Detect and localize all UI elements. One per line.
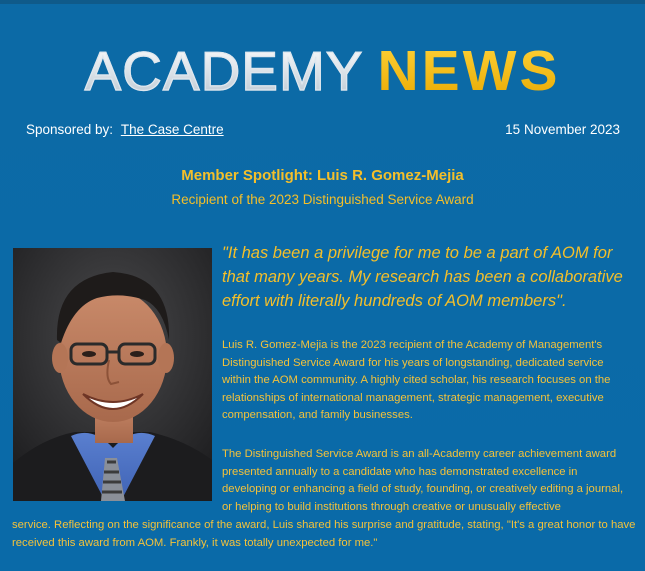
masthead-logo <box>0 38 645 104</box>
spotlight-paragraph-2-continued: service. Reflecting on the significance of the award, Luis shared his surprise and gratitude, stating, "It's a great honor to have received this award from AOM. Frankly, it was totally unexpected for me." <box>12 519 636 549</box>
masthead-academy: ACADEMY <box>84 40 364 102</box>
sponsor-link[interactable]: The Case Centre <box>120 122 224 137</box>
spotlight-quote: "It has been a privilege for me to be a part of AOM for that many years. My research has been a collaborative effort with literally hundreds of AOM members". <box>222 244 623 310</box>
sponsor-label: Sponsored by: <box>26 122 114 137</box>
spotlight-subtitle: Recipient of the 2023 Distinguished Service Award <box>171 192 474 207</box>
spotlight-paragraph-1: Luis R. Gomez-Mejia is the 2023 recipient of the Academy of Management's Distinguished Service Award for his years of longstanding, dedicated service within the AOM community. A highly cited scholar, his research focuses on the relationships of international management, strategic management, executive compensation, and family businesses. <box>222 339 611 422</box>
sponsor-row <box>26 122 620 140</box>
masthead-news: NEWS <box>377 39 561 103</box>
portrait-photo <box>13 248 212 501</box>
spotlight-paragraph-2: The Distinguished Service Award is an all-Academy career achievement award presented annually to a candidate who has demonstrated excellence in developing or enhancing a field of study, founding, or creatively editing a journal, or helping to build institutions through creative or unusually effective <box>222 448 624 513</box>
top-border <box>0 0 645 4</box>
spotlight-title: Member Spotlight: Luis R. Gomez-Mejia <box>181 167 464 184</box>
issue-date: 15 November 2023 <box>505 122 620 137</box>
